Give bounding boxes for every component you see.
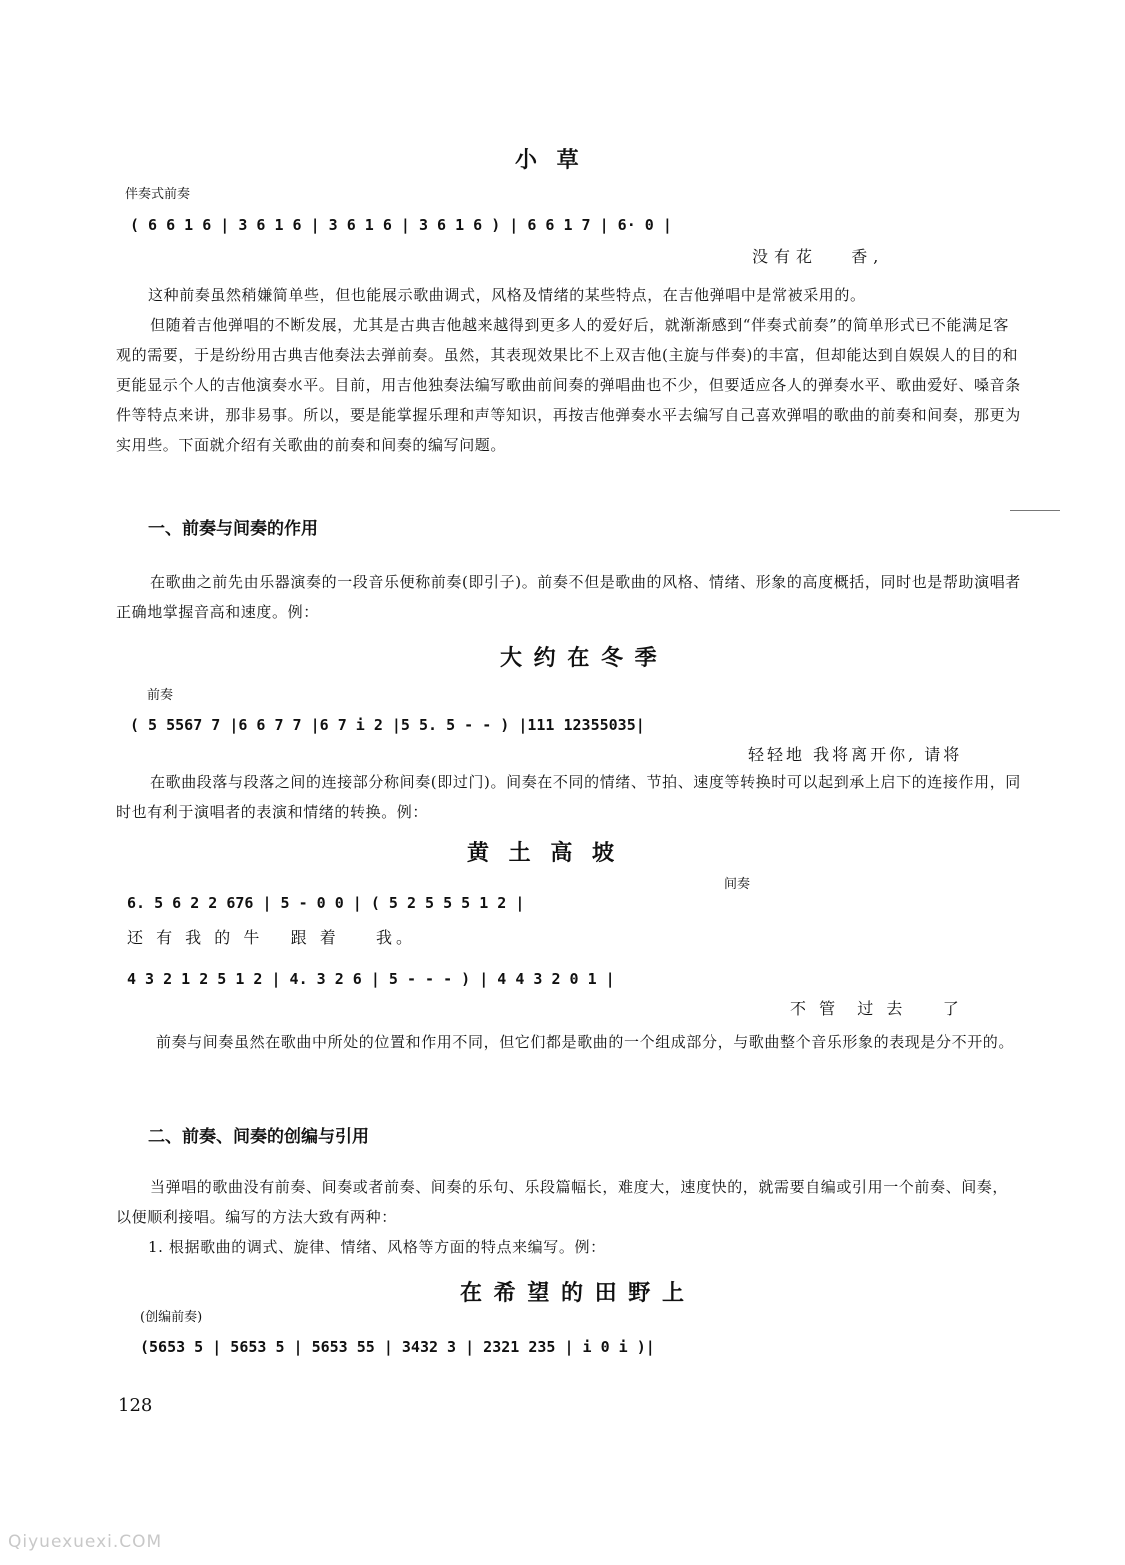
score-lyrics: 不 管 过 去 了 (790, 999, 963, 1018)
list-item: 1. 根据歌曲的调式、旋律、情绪、风格等方面的特点来编写。例： (148, 1238, 606, 1256)
score-lyrics: 轻轻地 我将离开你, 请将 (748, 745, 963, 764)
score-notation: ( 5 5567 7 |6 6 7 7 |6 7 i 2 |5 5. 5 - - ) |111 12355035| (130, 716, 645, 734)
song-title-dayue: 大 约 在 冬 季 (500, 646, 659, 671)
section-heading: 二、前奏、间奏的创编与引用 (148, 1127, 369, 1147)
song-title-xiaocao: 小 草 (515, 148, 585, 173)
song-title-xiwang: 在 希 望 的 田 野 上 (460, 1281, 686, 1306)
divider (1010, 510, 1060, 511)
score-label: 前奏 (147, 688, 174, 703)
watermark: Qiyuexuexi.COM (8, 1532, 163, 1552)
score-notation: ( 6 6 1 6 | 3 6 1 6 | 3 6 1 6 | 3 6 1 6 ) | 6 6 1 7 | 6· 0 | (130, 216, 672, 234)
score-lyrics: 没有花 香, (752, 247, 885, 266)
score-notation: 6. 5 6 2 2 676 | 5 - 0 0 | ( 5 2 5 5 5 1 2 | (127, 894, 525, 912)
song-title-huangtu: 黄 土 高 坡 (467, 841, 620, 866)
paragraph: 在歌曲之前先由乐器演奏的一段音乐便称前奏(即引子)。前奏不但是歌曲的风格、情绪、形象的高度概括，同时也是帮助演唱者正确地掌握音高和速度。例： (116, 573, 1021, 621)
section-heading: 一、前奏与间奏的作用 (148, 519, 318, 539)
score-label: 伴奏式前奏 (125, 187, 191, 202)
paragraph: 但随着吉他弹唱的不断发展，尤其是古典吉他越来越得到更多人的爱好后，就渐渐感到“伴奏式前奏”的简单形式已不能满足客观的需要，于是纷纷用古典吉他奏法去弹前奏。虽然，其表现效果比不上双吉他(主旋与伴奏)的丰富，但却能达到自娱娱人的目的和更能显示个人的吉他演奏水平。目前，用吉他独奏法编写歌曲前间奏的弹唱曲也不少，但要适应各人的弹奏水平、歌曲爱好、嗓音条件等特点来讲，那非易事。所以，要是能掌握乐理和声等知识，再按吉他弹奏水平去编写自己喜欢弹唱的歌曲的前奏和间奏，那更为实用些。下面就介绍有关歌曲的前奏和间奏的编写问题。 (116, 316, 1021, 454)
paragraph: 这种前奏虽然稍嫌简单些，但也能展示歌曲调式，风格及情绪的某些特点，在吉他弹唱中是常被采用的。 (148, 286, 866, 304)
paragraph: 前奏与间奏虽然在歌曲中所处的位置和作用不同，但它们都是歌曲的一个组成部分，与歌曲整个音乐形象的表现是分不开的。 (156, 1033, 1015, 1051)
paragraph: 当弹唱的歌曲没有前奏、间奏或者前奏、间奏的乐句、乐段篇幅长，难度大，速度快的，就需要自编或引用一个前奏、间奏，以便顺利接唱。编写的方法大致有两种： (116, 1178, 1009, 1226)
paragraph: 在歌曲段落与段落之间的连接部分称间奏(即过门)。间奏在不同的情绪、节拍、速度等转换时可以起到承上启下的连接作用，同时也有利于演唱者的表演和情绪的转换。例： (116, 773, 1021, 821)
score-label: (创编前奏) (140, 1310, 203, 1325)
score-label: 间奏 (724, 877, 751, 892)
score-lyrics: 还 有 我 的 牛 跟 着 我。 (127, 928, 417, 947)
score-notation: 4 3 2 1 2 5 1 2 | 4. 3 2 6 | 5 - - - ) | 4 4 3 2 0 1 | (127, 970, 615, 988)
score-notation: (5653 5 | 5653 5 | 5653 55 | 3432 3 | 2321 235 | i 0 i )| (140, 1338, 655, 1356)
page-number: 128 (118, 1395, 153, 1416)
